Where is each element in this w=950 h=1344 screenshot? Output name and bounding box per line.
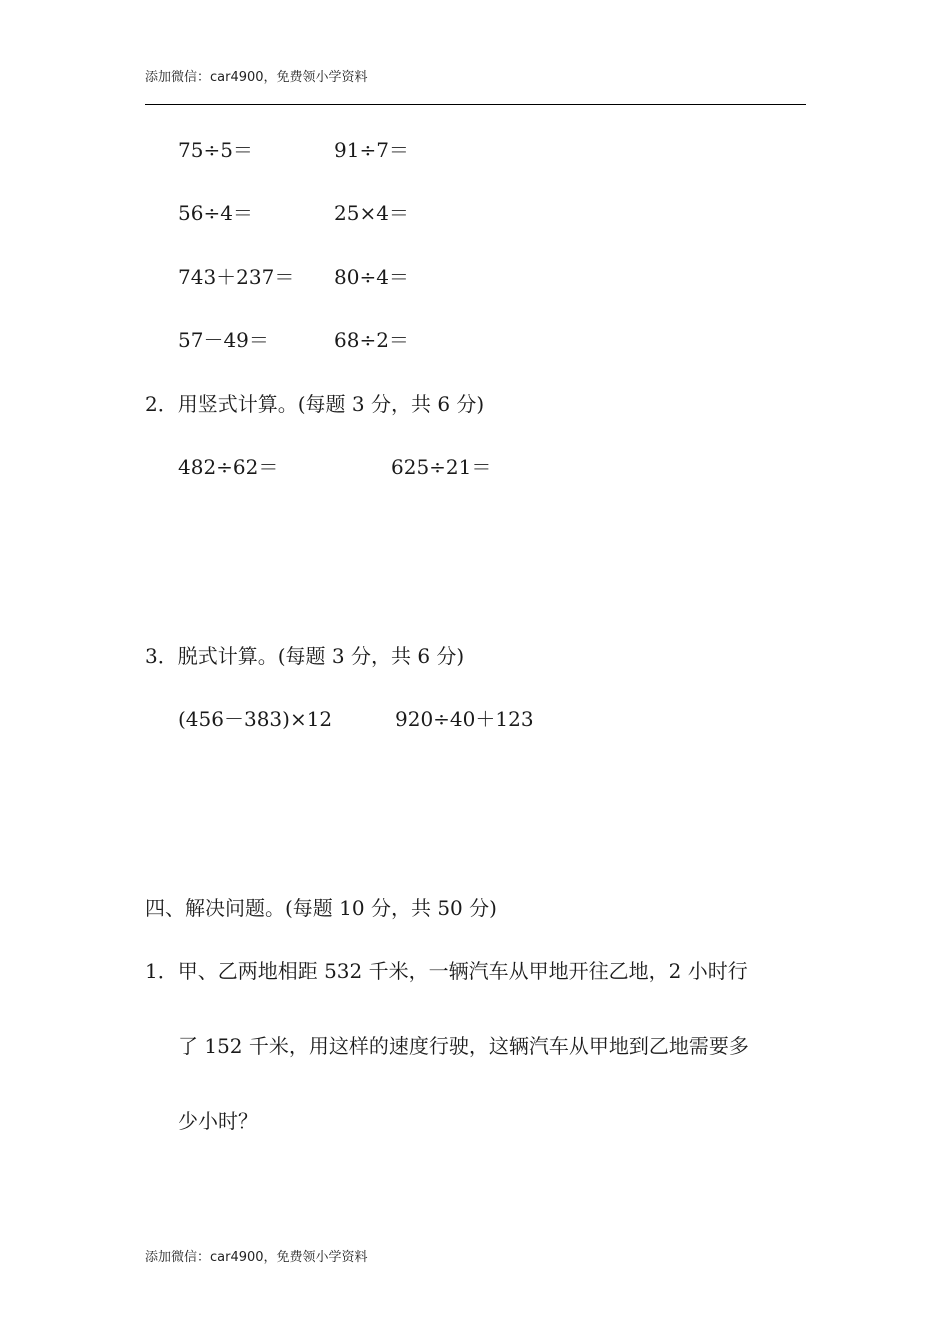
page-footer-text: 添加微信：car4900，免费领小学资料 xyxy=(145,1250,368,1265)
q2-item: 625÷21＝ xyxy=(391,455,492,479)
section4-heading: 四、解决问题。(每题 10 分，共 50 分) xyxy=(145,896,497,920)
oral-calc-item: 57－49＝ xyxy=(178,328,269,352)
oral-calc-item: 75÷5＝ xyxy=(178,138,253,162)
oral-calc-item: 68÷2＝ xyxy=(334,328,409,352)
q3-heading: 3．脱式计算。(每题 3 分，共 6 分) xyxy=(145,644,465,668)
problem1-line2: 了 152 千米，用这样的速度行驶，这辆汽车从甲地到乙地需要多 xyxy=(178,1034,749,1058)
oral-calc-item: 80÷4＝ xyxy=(334,265,409,289)
problem1-line3: 少小时？ xyxy=(178,1109,258,1133)
oral-calc-item: 25×4＝ xyxy=(334,201,409,225)
q2-item: 482÷62＝ xyxy=(178,455,279,479)
page-header-text: 添加微信：car4900，免费领小学资料 xyxy=(145,70,368,85)
header-rule xyxy=(145,104,806,105)
oral-calc-item: 91÷7＝ xyxy=(334,138,409,162)
q3-item: (456－383)×12 xyxy=(178,707,333,731)
q3-item: 920÷40＋123 xyxy=(395,707,534,731)
oral-calc-item: 743＋237＝ xyxy=(178,265,295,289)
oral-calc-item: 56÷4＝ xyxy=(178,201,253,225)
problem1-line1: 1．甲、乙两地相距 532 千米，一辆汽车从甲地开往乙地，2 小时行 xyxy=(145,959,748,983)
q2-heading: 2．用竖式计算。(每题 3 分，共 6 分) xyxy=(145,392,485,416)
